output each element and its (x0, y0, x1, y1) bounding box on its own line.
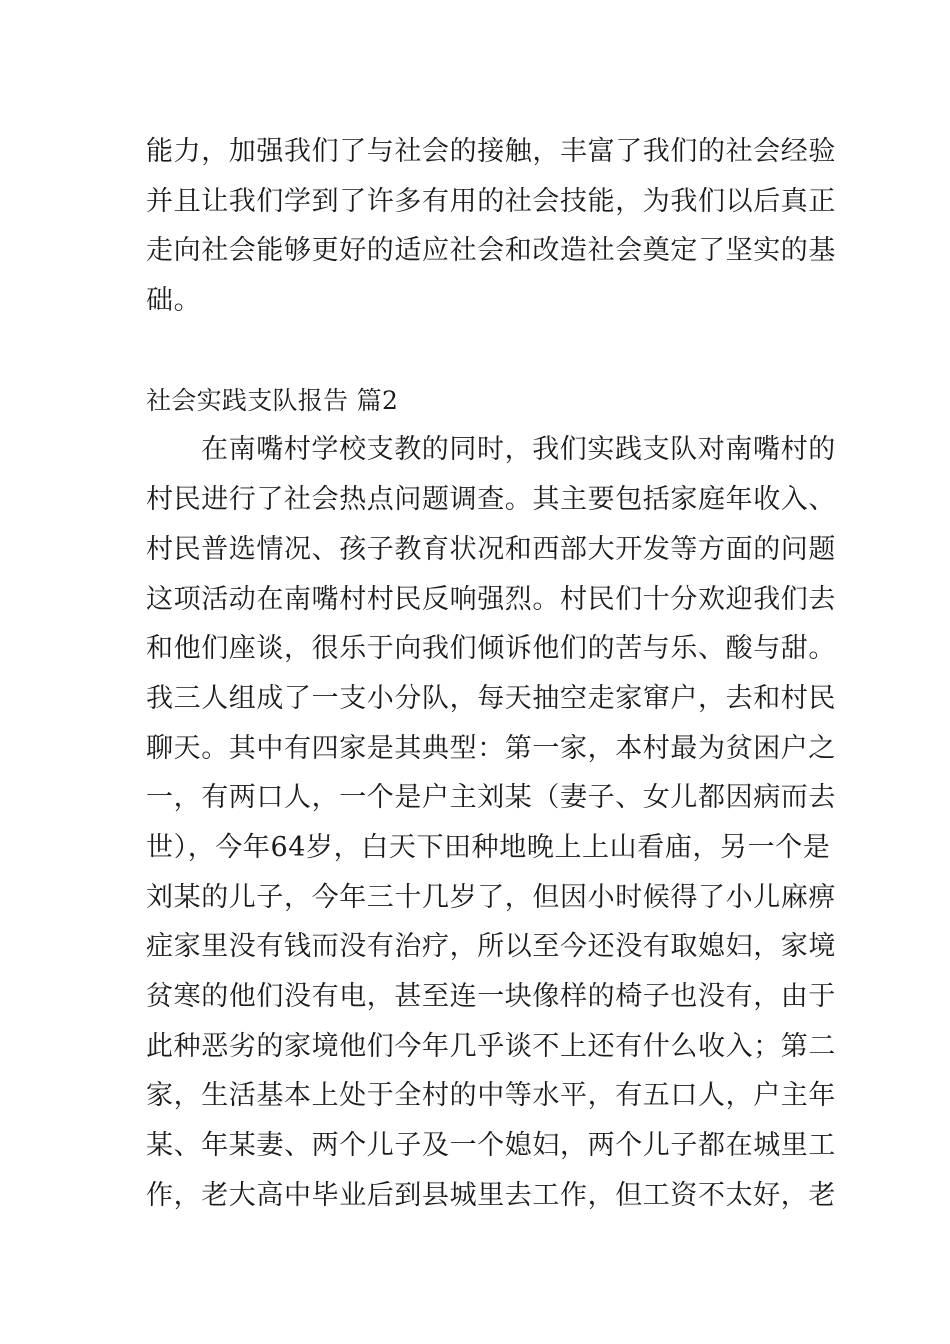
paragraph-line: 我三人组成了一支小分队，每天抽空走家窜户，去和村民 (146, 683, 836, 714)
paragraph-line: 聊天。其中有四家是其典型：第一家，本村最为贫困户之 (146, 733, 836, 764)
paragraph-line: 世），今年64岁，白天下田种地晚上上山看庙，另一个是 (146, 832, 831, 863)
paragraph-line: 走向社会能够更好的适应社会和改造社会奠定了坚实的基 (146, 235, 836, 266)
paragraph-line: 贫寒的他们没有电，甚至连一块像样的椅子也没有，由于 (146, 981, 836, 1012)
paragraph-line: 刘某的儿子，今年三十几岁了，但因小时候得了小儿麻痹 (146, 882, 836, 913)
paragraph-line: 村民进行了社会热点问题调查。其主要包括家庭年收入、 (146, 484, 836, 515)
paragraph-line: 能力，加强我们了与社会的接触，丰富了我们的社会经验 (146, 136, 836, 167)
paragraph-line: 一，有两口人，一个是户主刘某（妻子、女儿都因病而去 (146, 782, 836, 813)
paragraph-line: 家，生活基本上处于全村的中等水平，有五口人，户主年 (146, 1080, 836, 1111)
paragraph-line: 村民普选情况、孩子教育状况和西部大开发等方面的问题 (146, 534, 836, 565)
paragraph-line: 作，老大高中毕业后到县城里去工作，但工资不太好，老 (146, 1180, 836, 1211)
paragraph-line: 此种恶劣的家境他们今年几乎谈不上还有什么收入；第二 (146, 1031, 836, 1062)
paragraph-line: 在南嘴村学校支教的同时，我们实践支队对南嘴村的 (201, 434, 836, 465)
paragraph-line: 某、年某妻、两个儿子及一个媳妇，两个儿子都在城里工 (146, 1130, 836, 1161)
paragraph-line: 并且让我们学到了许多有用的社会技能，为我们以后真正 (146, 186, 836, 217)
paragraph-line: 础。 (146, 285, 202, 316)
paragraph-line: 症家里没有钱而没有治疗，所以至今还没有取媳妇，家境 (146, 931, 836, 962)
section-heading: 社会实践支队报告 篇2 (146, 386, 399, 415)
paragraph-line: 这项活动在南嘴村村民反响强烈。村民们十分欢迎我们去 (146, 584, 836, 615)
paragraph-line: 和他们座谈，很乐于向我们倾诉他们的苦与乐、酸与甜。 (146, 633, 836, 664)
